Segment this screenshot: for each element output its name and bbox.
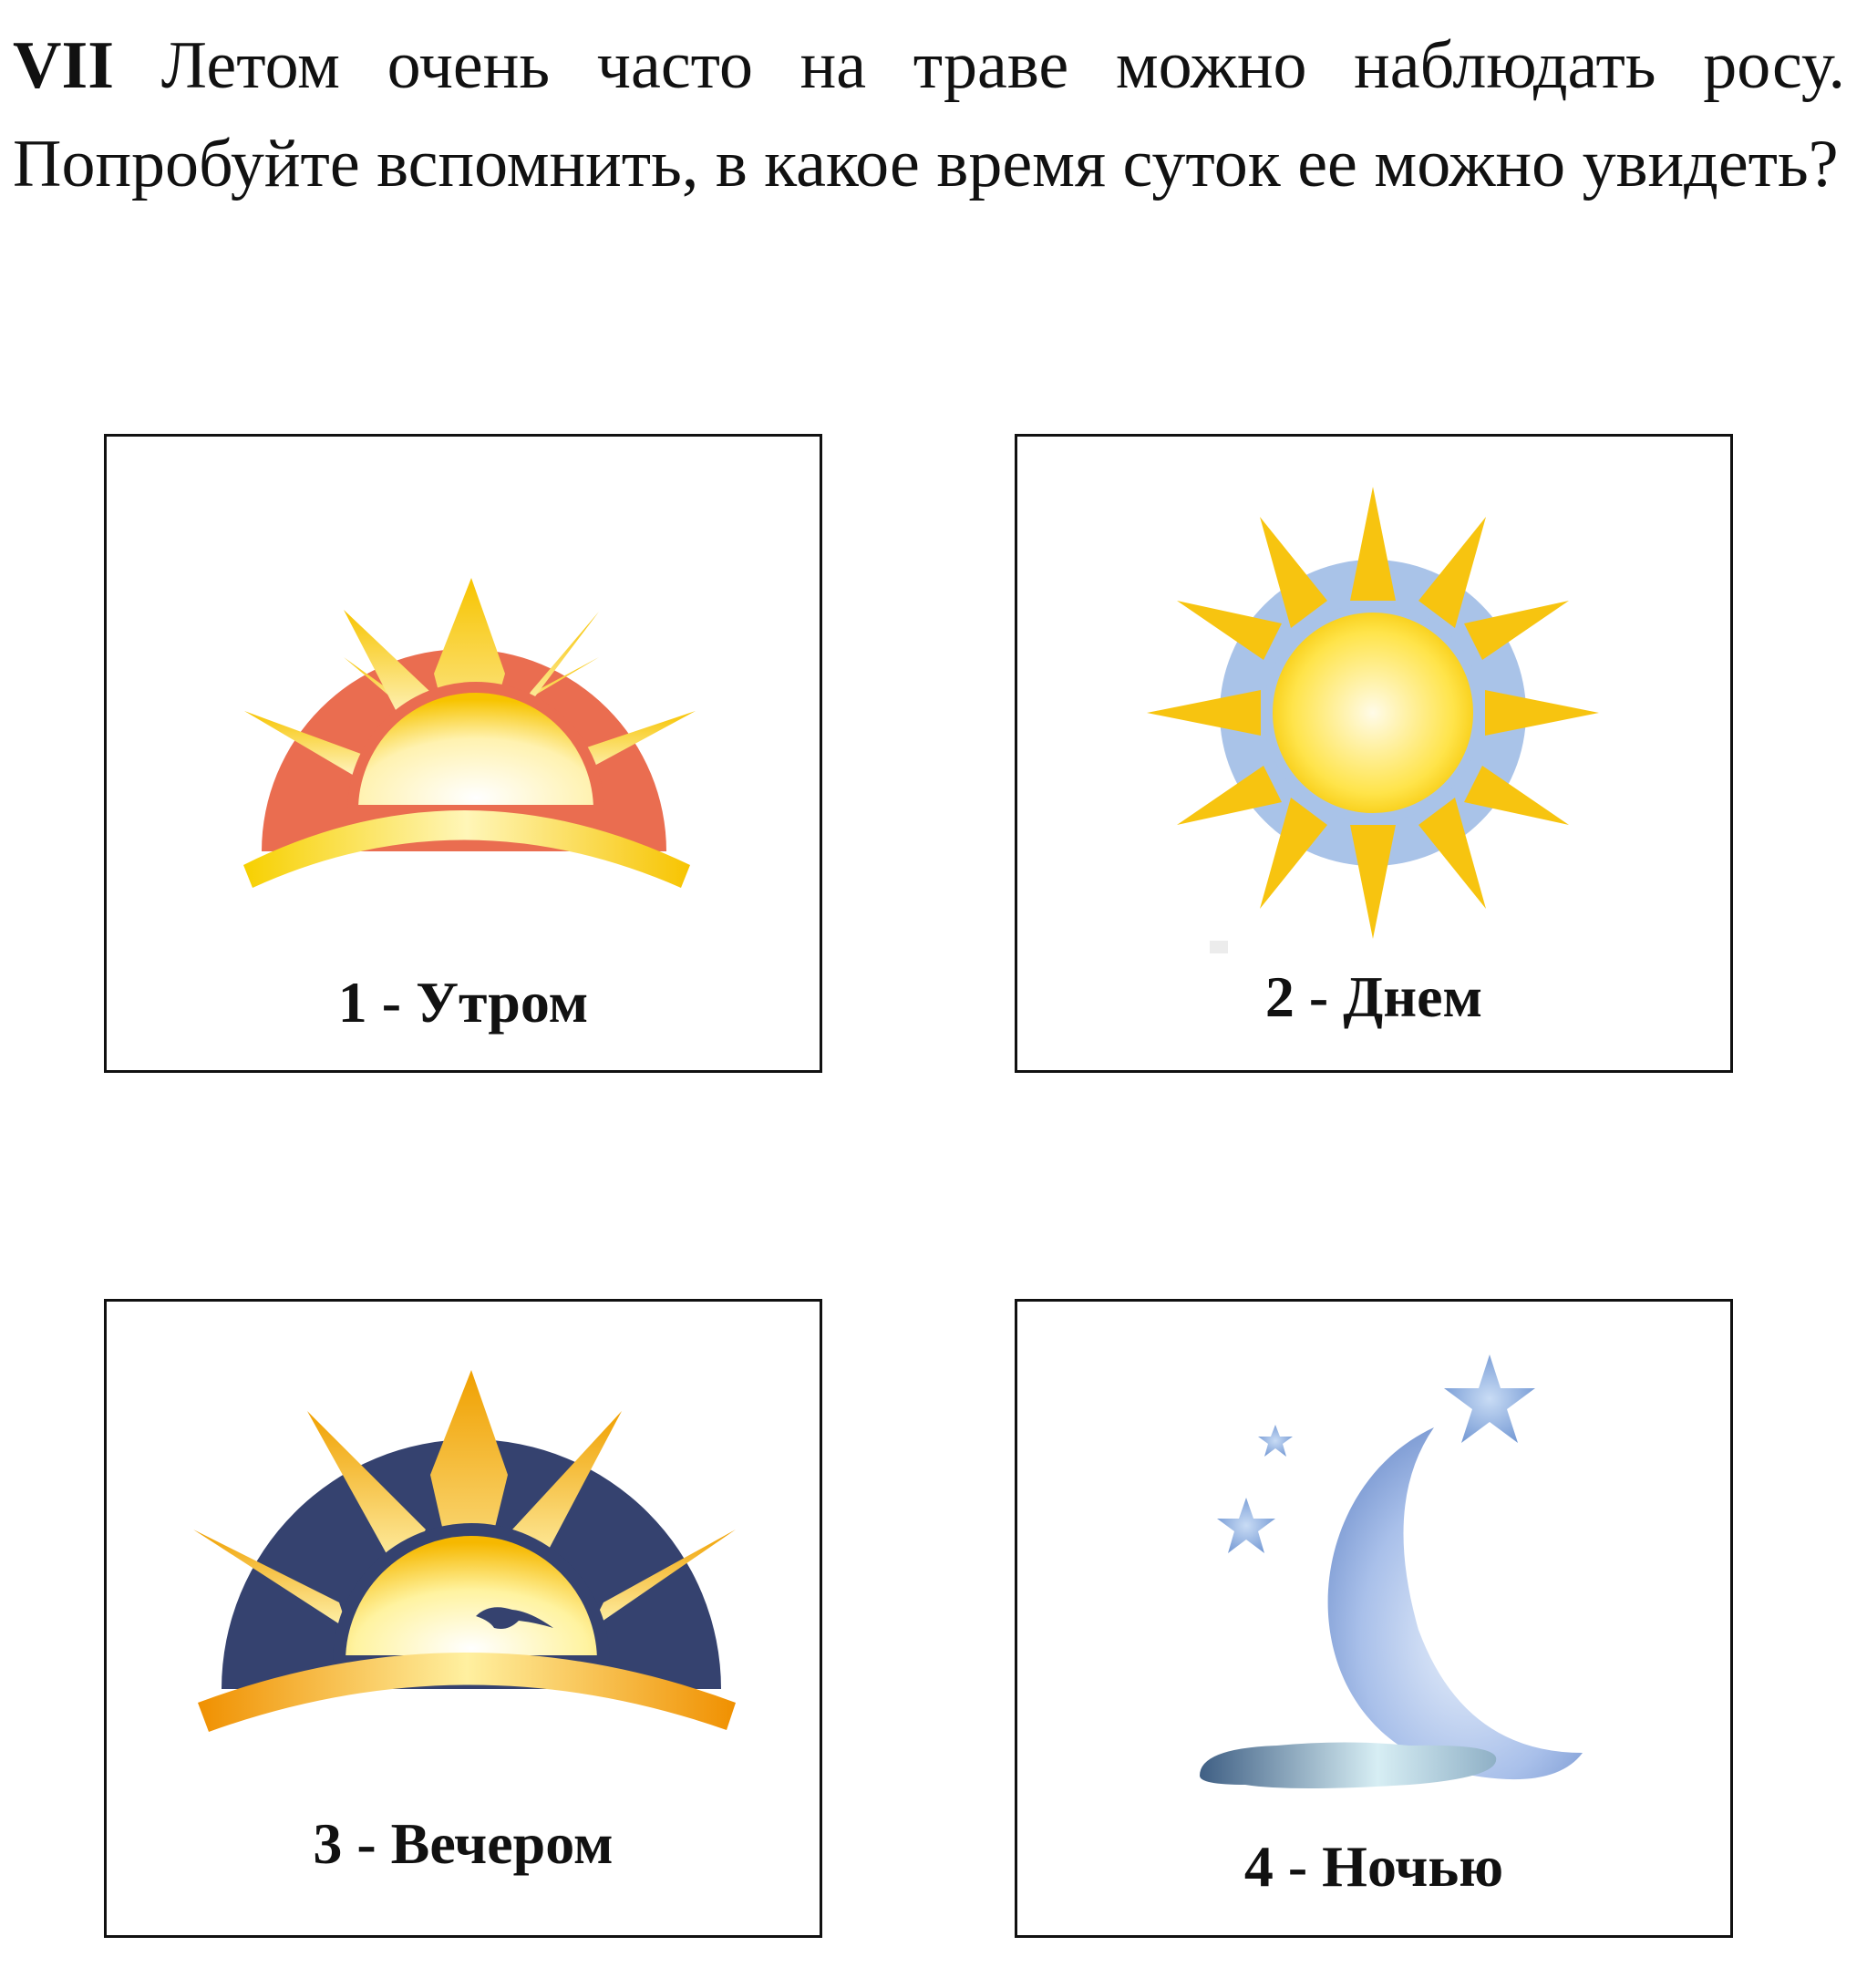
option-card-morning: [104, 434, 822, 1073]
question-body: Летом очень часто на траве можно наблюдать росу. Попробуйте вспомнить, в какое время суток ее можно увидеть?: [13, 28, 1845, 201]
option-label-day: 2 - Днем: [1264, 964, 1483, 1029]
question-number: VII: [13, 28, 115, 103]
option-card-night: [1015, 1299, 1733, 1938]
option-card-day: [1015, 434, 1733, 1073]
option-label-evening: 3 - Вечером: [313, 1811, 614, 1876]
option-card-evening: [104, 1299, 822, 1938]
question-text: [13, 16, 1845, 213]
option-label-night: 4 - Ночью: [1243, 1834, 1504, 1899]
option-label-morning: 1 - Утром: [337, 970, 589, 1035]
